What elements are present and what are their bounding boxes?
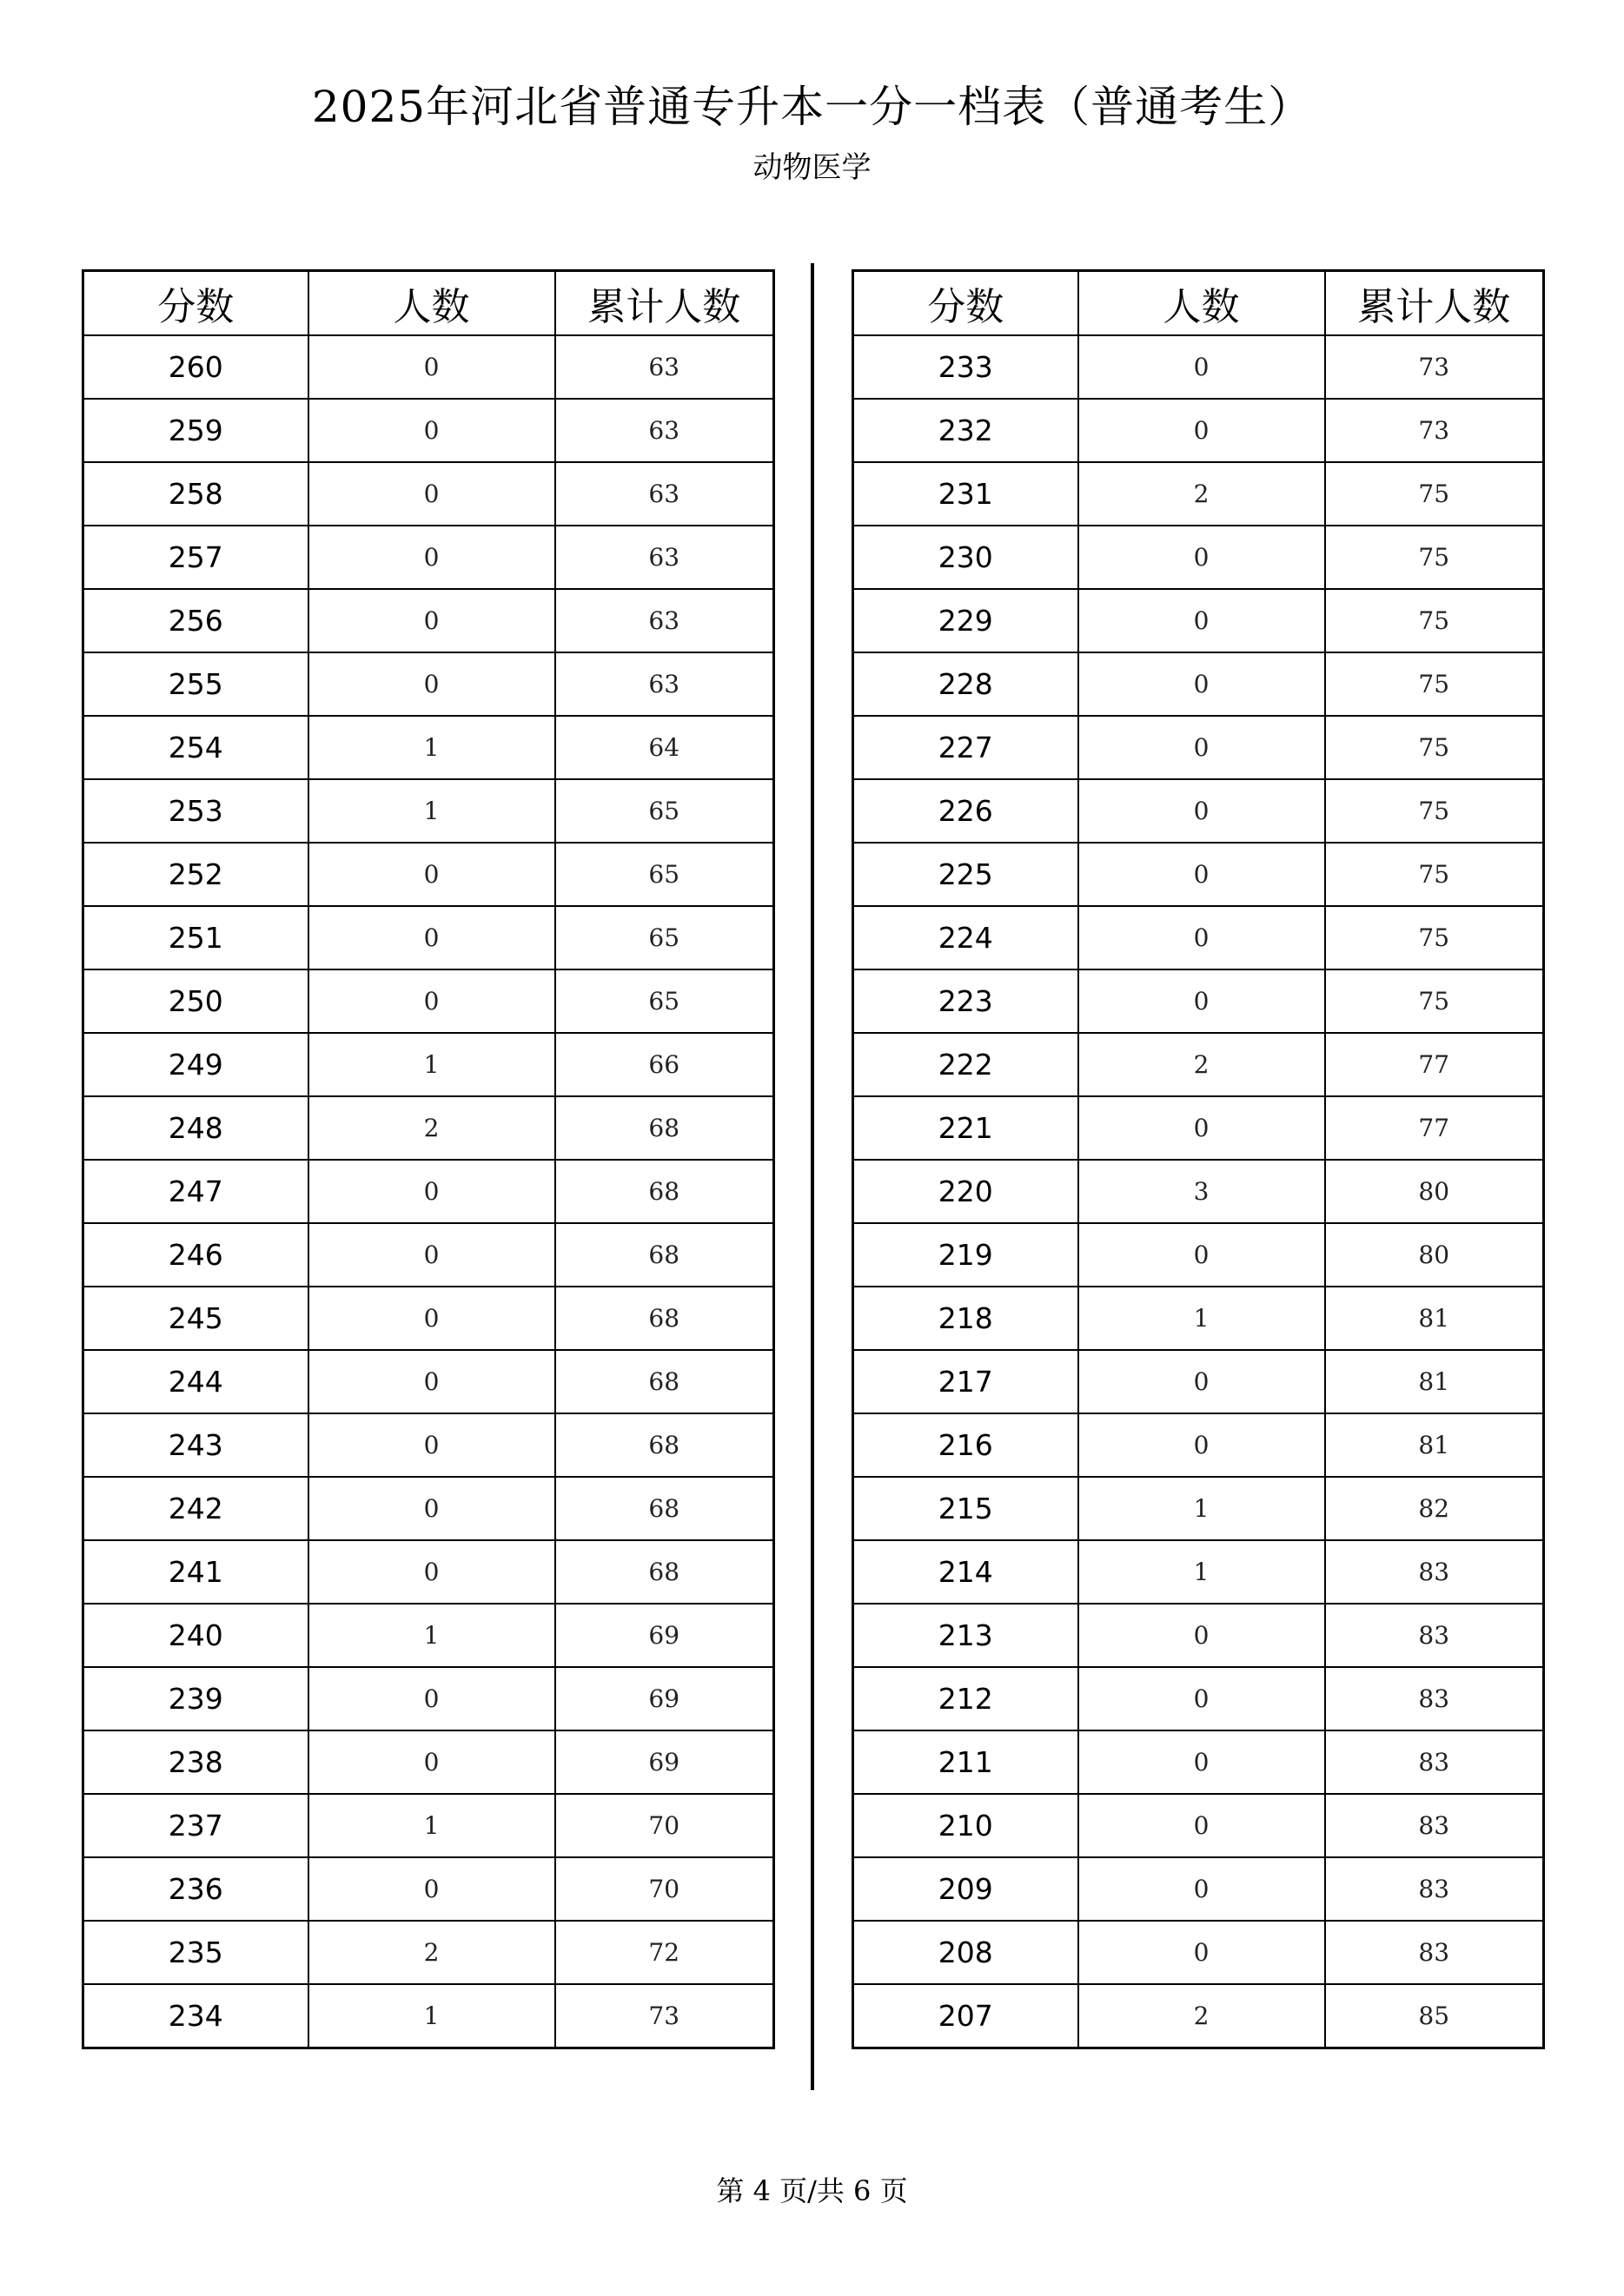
cumulative-cell: 65 [555,969,774,1033]
count-cell: 0 [1078,1350,1325,1413]
cumulative-cell: 65 [555,906,774,969]
score-cell: 244 [83,1350,308,1413]
table-row [83,589,774,652]
score-cell: 228 [853,652,1078,716]
header-cumulative: 累计人数 [555,271,774,336]
cumulative-cell: 81 [1325,1287,1544,1350]
table-row [83,1160,774,1223]
count-cell: 0 [1078,1096,1325,1160]
score-cell: 254 [83,716,308,779]
count-cell: 2 [1078,1984,1325,2048]
table-row [853,1604,1544,1667]
table-row [853,906,1544,969]
count-cell: 0 [308,1477,555,1540]
score-cell: 237 [83,1794,308,1857]
table-row [83,1223,774,1287]
count-cell: 0 [308,969,555,1033]
count-cell: 2 [1078,462,1325,526]
cumulative-cell: 75 [1325,843,1544,906]
header-cumulative: 累计人数 [1325,271,1544,336]
score-cell: 239 [83,1667,308,1730]
score-table-left-body [83,335,774,2048]
table-row [83,1287,774,1350]
count-cell: 2 [1078,1033,1325,1096]
count-cell: 0 [1078,969,1325,1033]
cumulative-cell: 80 [1325,1160,1544,1223]
count-cell: 0 [1078,1413,1325,1477]
table-row [83,399,774,462]
count-cell: 0 [308,1223,555,1287]
count-cell: 0 [1078,1794,1325,1857]
count-cell: 2 [308,1921,555,1984]
table-row [83,462,774,526]
score-cell: 223 [853,969,1078,1033]
cumulative-cell: 77 [1325,1033,1544,1096]
cumulative-cell: 75 [1325,526,1544,589]
cumulative-cell: 73 [555,1984,774,2048]
score-table-right-body [853,335,1544,2048]
score-cell: 220 [853,1160,1078,1223]
header-score: 分数 [83,271,308,336]
count-cell: 0 [1078,1921,1325,1984]
score-cell: 247 [83,1160,308,1223]
score-cell: 208 [853,1921,1078,1984]
table-row [853,462,1544,526]
count-cell: 0 [1078,399,1325,462]
count-cell: 1 [308,1984,555,2048]
count-cell: 0 [308,1287,555,1350]
count-cell: 0 [1078,526,1325,589]
table-row [853,1287,1544,1350]
score-cell: 249 [83,1033,308,1096]
count-cell: 0 [308,1730,555,1794]
cumulative-cell: 75 [1325,589,1544,652]
score-cell: 260 [83,335,308,399]
cumulative-cell: 68 [555,1096,774,1160]
cumulative-cell: 73 [1325,399,1544,462]
count-cell: 0 [1078,843,1325,906]
score-cell: 231 [853,462,1078,526]
score-cell: 251 [83,906,308,969]
table-row [853,526,1544,589]
score-cell: 214 [853,1540,1078,1604]
table-row [853,1667,1544,1730]
count-cell: 0 [1078,716,1325,779]
table-row [853,969,1544,1033]
table-row [853,1857,1544,1921]
page-subtitle: 动物医学 [752,150,872,185]
table-row [853,589,1544,652]
cumulative-cell: 75 [1325,779,1544,843]
table-row [83,1096,774,1160]
cumulative-cell: 65 [555,843,774,906]
score-cell: 243 [83,1413,308,1477]
table-row [83,1350,774,1413]
cumulative-cell: 75 [1325,716,1544,779]
cumulative-cell: 68 [555,1223,774,1287]
cumulative-cell: 85 [1325,1984,1544,2048]
score-cell: 256 [83,589,308,652]
header-score: 分数 [853,271,1078,336]
page-title: 2025年河北省普通专升本一分一档表（普通考生） [311,82,1313,132]
cumulative-cell: 81 [1325,1413,1544,1477]
cumulative-cell: 83 [1325,1921,1544,1984]
score-cell: 221 [853,1096,1078,1160]
score-cell: 245 [83,1287,308,1350]
score-cell: 232 [853,399,1078,462]
count-cell: 0 [1078,1604,1325,1667]
score-cell: 257 [83,526,308,589]
count-cell: 1 [308,716,555,779]
score-cell: 224 [853,906,1078,969]
cumulative-cell: 63 [555,652,774,716]
score-cell: 240 [83,1604,308,1667]
cumulative-cell: 75 [1325,969,1544,1033]
score-cell: 227 [853,716,1078,779]
cumulative-cell: 83 [1325,1540,1544,1604]
cumulative-cell: 68 [555,1540,774,1604]
table-header-row [83,271,774,336]
count-cell: 0 [308,589,555,652]
score-cell: 229 [853,589,1078,652]
table-row [83,779,774,843]
score-cell: 253 [83,779,308,843]
count-cell: 1 [1078,1477,1325,1540]
score-cell: 252 [83,843,308,906]
cumulative-cell: 63 [555,335,774,399]
count-cell: 0 [308,1413,555,1477]
score-cell: 255 [83,652,308,716]
cumulative-cell: 83 [1325,1604,1544,1667]
count-cell: 0 [308,1350,555,1413]
count-cell: 1 [308,779,555,843]
cumulative-cell: 77 [1325,1096,1544,1160]
cumulative-cell: 83 [1325,1794,1544,1857]
score-cell: 213 [853,1604,1078,1667]
cumulative-cell: 69 [555,1730,774,1794]
cumulative-cell: 73 [1325,335,1544,399]
table-row [83,1540,774,1604]
cumulative-cell: 81 [1325,1350,1544,1413]
score-cell: 258 [83,462,308,526]
table-row [83,843,774,906]
count-cell: 3 [1078,1160,1325,1223]
table-row [853,779,1544,843]
count-cell: 0 [308,1857,555,1921]
cumulative-cell: 63 [555,399,774,462]
cumulative-cell: 65 [555,779,774,843]
count-cell: 1 [308,1033,555,1096]
score-cell: 236 [83,1857,308,1921]
score-cell: 230 [853,526,1078,589]
table-row [853,1413,1544,1477]
score-cell: 211 [853,1730,1078,1794]
cumulative-cell: 72 [555,1921,774,1984]
score-cell: 212 [853,1667,1078,1730]
table-row [83,1794,774,1857]
table-row [853,1730,1544,1794]
count-cell: 0 [1078,1857,1325,1921]
count-cell: 0 [308,906,555,969]
count-cell: 0 [1078,652,1325,716]
count-cell: 0 [1078,1667,1325,1730]
count-cell: 0 [308,399,555,462]
count-cell: 0 [308,526,555,589]
table-row [83,906,774,969]
cumulative-cell: 83 [1325,1857,1544,1921]
table-row [853,716,1544,779]
table-row [853,1794,1544,1857]
score-cell: 241 [83,1540,308,1604]
table-row [83,335,774,399]
table-row [853,1096,1544,1160]
cumulative-cell: 70 [555,1857,774,1921]
cumulative-cell: 63 [555,589,774,652]
table-row [83,1730,774,1794]
cumulative-cell: 69 [555,1604,774,1667]
score-cell: 219 [853,1223,1078,1287]
cumulative-cell: 68 [555,1413,774,1477]
table-row [853,652,1544,716]
table-row [853,1921,1544,1984]
table-row [853,1540,1544,1604]
table-row [83,1921,774,1984]
table-row [83,1477,774,1540]
table-row [853,399,1544,462]
cumulative-cell: 83 [1325,1730,1544,1794]
score-cell: 233 [853,335,1078,399]
score-cell: 238 [83,1730,308,1794]
score-cell: 234 [83,1984,308,2048]
cumulative-cell: 82 [1325,1477,1544,1540]
table-row [83,716,774,779]
cumulative-cell: 75 [1325,462,1544,526]
table-row [83,969,774,1033]
score-cell: 207 [853,1984,1078,2048]
table-row [853,1160,1544,1223]
header-count: 人数 [308,271,555,336]
table-row [83,1033,774,1096]
table-row [853,1477,1544,1540]
count-cell: 0 [308,335,555,399]
score-cell: 215 [853,1477,1078,1540]
cumulative-cell: 69 [555,1667,774,1730]
score-cell: 226 [853,779,1078,843]
count-cell: 1 [308,1604,555,1667]
cumulative-cell: 66 [555,1033,774,1096]
count-cell: 0 [1078,335,1325,399]
table-row [83,652,774,716]
count-cell: 0 [1078,1730,1325,1794]
score-table-right [852,269,1545,2049]
page-footer: 第 4 页/共 6 页 [716,2174,908,2207]
cumulative-cell: 68 [555,1350,774,1413]
table-row [853,335,1544,399]
count-cell: 1 [308,1794,555,1857]
score-cell: 222 [853,1033,1078,1096]
score-cell: 250 [83,969,308,1033]
cumulative-cell: 63 [555,462,774,526]
cumulative-cell: 64 [555,716,774,779]
table-row [83,1667,774,1730]
count-cell: 0 [308,1667,555,1730]
table-row [853,1350,1544,1413]
count-cell: 0 [308,1160,555,1223]
table-row [853,843,1544,906]
cumulative-cell: 63 [555,526,774,589]
cumulative-cell: 83 [1325,1667,1544,1730]
score-cell: 218 [853,1287,1078,1350]
column-divider [811,263,814,2090]
score-cell: 210 [853,1794,1078,1857]
table-row [83,526,774,589]
score-cell: 216 [853,1413,1078,1477]
score-table-left [82,269,775,2049]
cumulative-cell: 68 [555,1160,774,1223]
count-cell: 2 [308,1096,555,1160]
cumulative-cell: 75 [1325,906,1544,969]
count-cell: 0 [308,462,555,526]
count-cell: 0 [308,652,555,716]
table-row [83,1984,774,2048]
count-cell: 0 [1078,589,1325,652]
cumulative-cell: 68 [555,1477,774,1540]
table-row [853,1223,1544,1287]
count-cell: 1 [1078,1287,1325,1350]
count-cell: 1 [1078,1540,1325,1604]
score-cell: 248 [83,1096,308,1160]
table-row [83,1857,774,1921]
table-row [853,1984,1544,2048]
score-cell: 235 [83,1921,308,1984]
score-cell: 259 [83,399,308,462]
count-cell: 0 [308,1540,555,1604]
table-row [83,1413,774,1477]
score-cell: 217 [853,1350,1078,1413]
cumulative-cell: 80 [1325,1223,1544,1287]
cumulative-cell: 75 [1325,652,1544,716]
table-row [853,1033,1544,1096]
score-cell: 246 [83,1223,308,1287]
score-cell: 209 [853,1857,1078,1921]
cumulative-cell: 68 [555,1287,774,1350]
count-cell: 0 [1078,906,1325,969]
score-cell: 242 [83,1477,308,1540]
count-cell: 0 [1078,1223,1325,1287]
score-cell: 225 [853,843,1078,906]
header-count: 人数 [1078,271,1325,336]
table-row [83,1604,774,1667]
count-cell: 0 [1078,779,1325,843]
cumulative-cell: 70 [555,1794,774,1857]
count-cell: 0 [308,843,555,906]
table-header-row [853,271,1544,336]
